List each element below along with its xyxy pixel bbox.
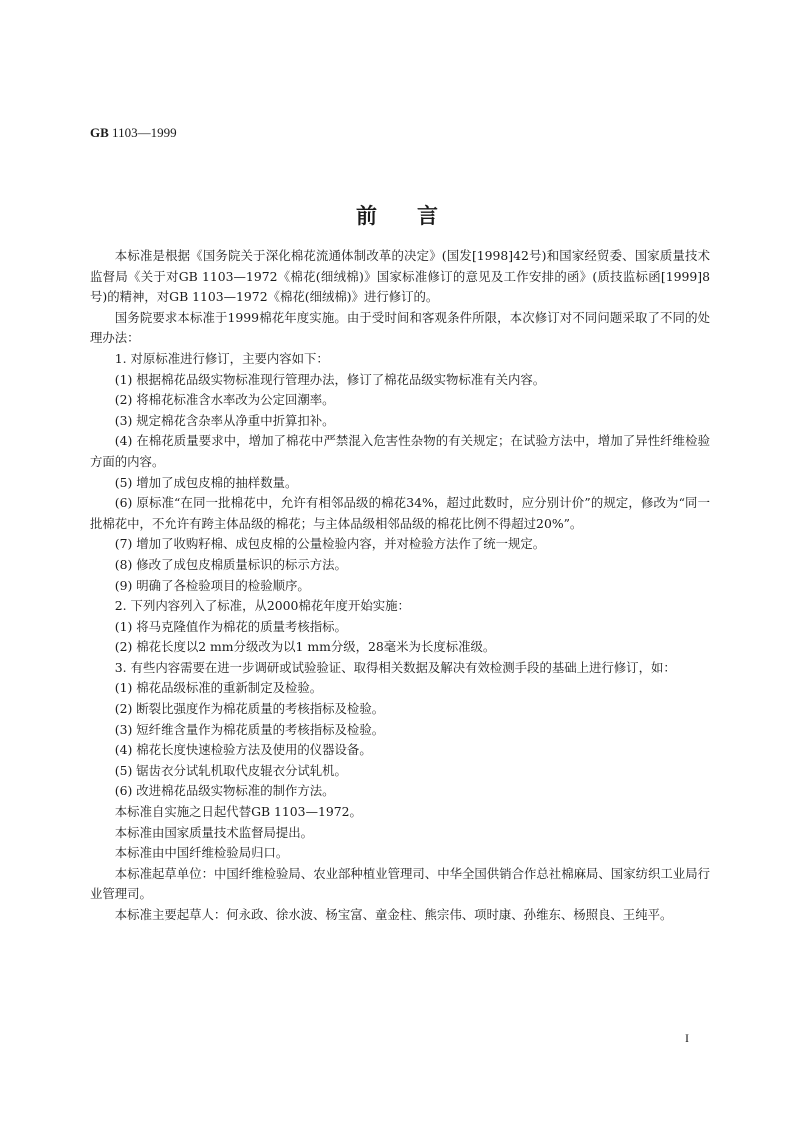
- paragraph: (4) 在棉花质量要求中，增加了棉花中严禁混入危害性杂物的有关规定；在试验方法中，增加了异性纤维检验方面的内容。: [90, 433, 710, 469]
- paragraph: (6) 原标准“在同一批棉花中，允许有相邻品级的棉花34%，超过此数时，应分别计价”的规定，修改为“同一批棉花中，不允许有跨主体品级的棉花；与主体品级相邻品级的棉花比例不得超过20%”。: [90, 495, 710, 531]
- paragraph: (2) 棉花长度以2 mm分级改为以1 mm分级，28毫米为长度标准级。: [114, 639, 496, 655]
- paragraph: (4) 棉花长度快速检验方法及使用的仪器设备。: [114, 742, 372, 758]
- paragraph: 3. 有些内容需要在进一步调研或试验验证、取得相关数据及解决有效检测手段的基础上进行修订，如：: [114, 659, 676, 675]
- paragraph: 本标准由中国纤维检验局归口。: [114, 845, 289, 861]
- foreword-body: [90, 246, 710, 926]
- paragraph: (9) 明确了各检验项目的检验顺序。: [114, 577, 310, 593]
- paragraph: 2. 下列内容列入了标准，从2000棉花年度开始实施：: [114, 598, 410, 614]
- paragraph: (8) 修改了成包皮棉质量标识的标示方法。: [114, 556, 347, 572]
- page-title: 前言: [356, 203, 478, 228]
- paragraph: 本标准主要起草人：何永政、徐水波、杨宝富、童金柱、熊宗伟、项时康、孙维东、杨照良、王纯平。: [114, 907, 673, 922]
- paragraph: 本标准由国家质量技术监督局提出。: [114, 824, 314, 840]
- paragraph: 国务院要求本标准于1999棉花年度实施。由于受时间和客观条件所限，本次修订对不同问题采取了不同的处理办法：: [90, 309, 710, 346]
- paragraph: 本标准起草单位：中国纤维检验局、农业部种植业管理司、中华全国供销合作总社棉麻局、国家纺织工业局行业管理司。: [90, 865, 710, 902]
- paragraph: (2) 断裂比强度作为棉花质量的考核指标及检验。: [114, 701, 385, 717]
- paragraph: 本标准自实施之日起代替GB 1103—1972。: [114, 804, 362, 820]
- paragraph: (5) 增加了成包皮棉的抽样数量。: [114, 474, 298, 490]
- paragraph: (3) 规定棉花含杂率从净重中折算扣补。: [114, 412, 335, 428]
- paragraph: (3) 短纤维含量作为棉花质量的考核指标及检验。: [114, 721, 385, 737]
- paragraph: (1) 根据棉花品级实物标准现行管理办法，修订了棉花品级实物标准有关内容。: [114, 371, 546, 387]
- standard-code-prefix: GB: [90, 125, 109, 140]
- paragraph: (2) 将棉花标准含水率改为公定回潮率。: [114, 392, 335, 408]
- paragraph: (6) 改进棉花品级实物标准的制作方法。: [114, 783, 335, 799]
- paragraph: 1. 对原标准进行修订，主要内容如下：: [114, 350, 329, 366]
- standard-code: [90, 125, 177, 141]
- paragraph: (5) 锯齿衣分试轧机取代皮辊衣分试轧机。: [114, 762, 347, 778]
- standard-code-number: 1103—1999: [112, 125, 177, 140]
- paragraph: (1) 棉花品级标准的重新制定及检验。: [114, 680, 323, 696]
- paragraph: (7) 增加了收购籽棉、成包皮棉的公量检验内容，并对检验方法作了统一规定。: [114, 536, 546, 552]
- page-number: I: [685, 1031, 689, 1045]
- paragraph: 本标准是根据《国务院关于深化棉花流通体制改革的决定》(国发[1998]42号)和国家经贸委、国家质量技术监督局《关于对GB 1103—1972《棉花(细绒棉)》国家标准修订的意见及工作安排的函》(质技监标函[1999]8号)的精神，对GB 1103—1972《棉花(细绒棉)》进行修订的。: [90, 248, 710, 305]
- paragraph: (1) 将马克隆值作为棉花的质量考核指标。: [114, 618, 347, 634]
